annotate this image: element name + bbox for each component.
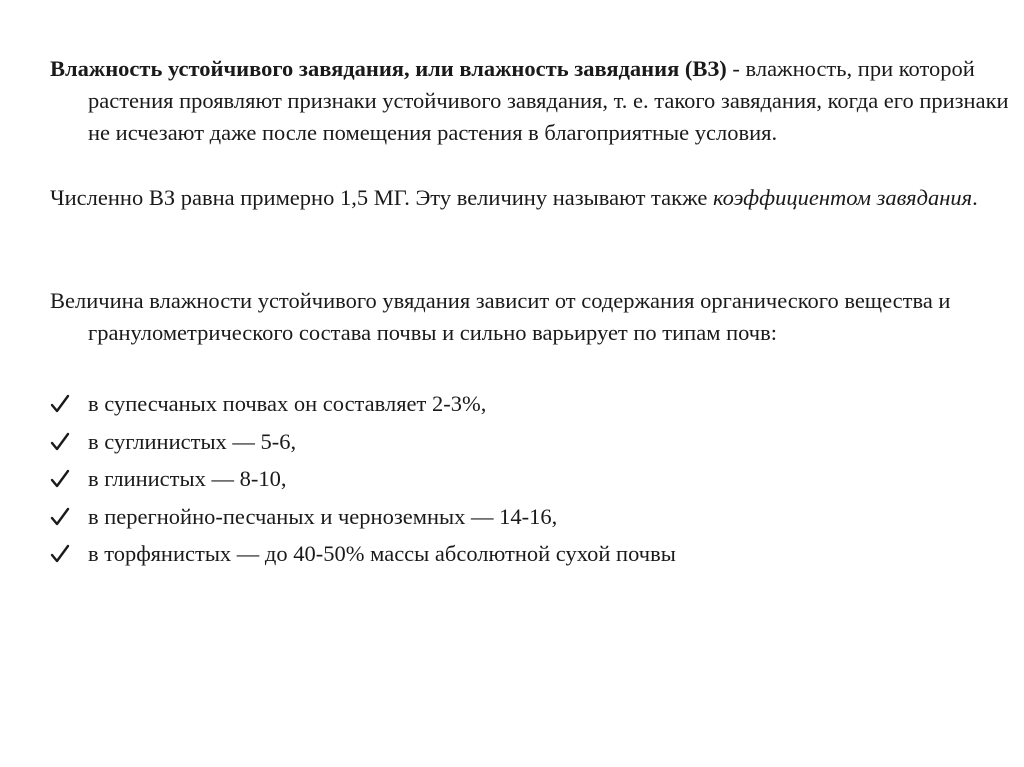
list-item-text: в супесчаных почвах он составляет 2-3%, — [88, 391, 487, 416]
check-icon — [50, 544, 70, 564]
check-icon — [50, 507, 70, 527]
list-item — [50, 385, 676, 423]
dependency-text: Величина влажности устойчивого увядания зависит от содержания органического вещества и гранулометрического состава почвы и сильно варьирует по типам почв: — [50, 288, 951, 345]
list-item-text: в суглинистых — 5-6, — [88, 428, 297, 454]
list-item — [50, 535, 676, 573]
list-item — [50, 498, 676, 536]
list-item-text: в перегнойно-песчаных и черноземных — 14-16, — [88, 503, 558, 529]
list-item — [50, 460, 676, 498]
check-icon — [50, 469, 70, 489]
dependency-paragraph — [50, 285, 1018, 349]
coefficient-paragraph — [50, 182, 1018, 214]
check-icon — [50, 432, 70, 452]
list-item — [50, 423, 676, 461]
list-item-text: в глинистых — 8-10, — [88, 466, 287, 491]
definition-text: - влажность, при которой растения проявляют признаки устойчивого завядания, т. е. такого завядания, когда его признаки не исчезают даже после помещения растения в благоприятные условия. — [88, 56, 1009, 145]
coefficient-term: коэффициентом завядания — [712, 185, 973, 210]
definition-paragraph — [50, 53, 1018, 149]
soil-type-list — [50, 385, 676, 573]
list-item-text: в торфянистых — до 40-50% массы абсолютной сухой почвы — [88, 541, 676, 566]
coefficient-text: Численно ВЗ равна примерно 1,5 МГ. Эту величину называют также — [50, 185, 713, 210]
check-icon — [50, 394, 70, 414]
definition-term: Влажность устойчивого завядания, или влажность завядания (ВЗ) — [50, 56, 727, 81]
coefficient-end: . — [972, 185, 978, 210]
